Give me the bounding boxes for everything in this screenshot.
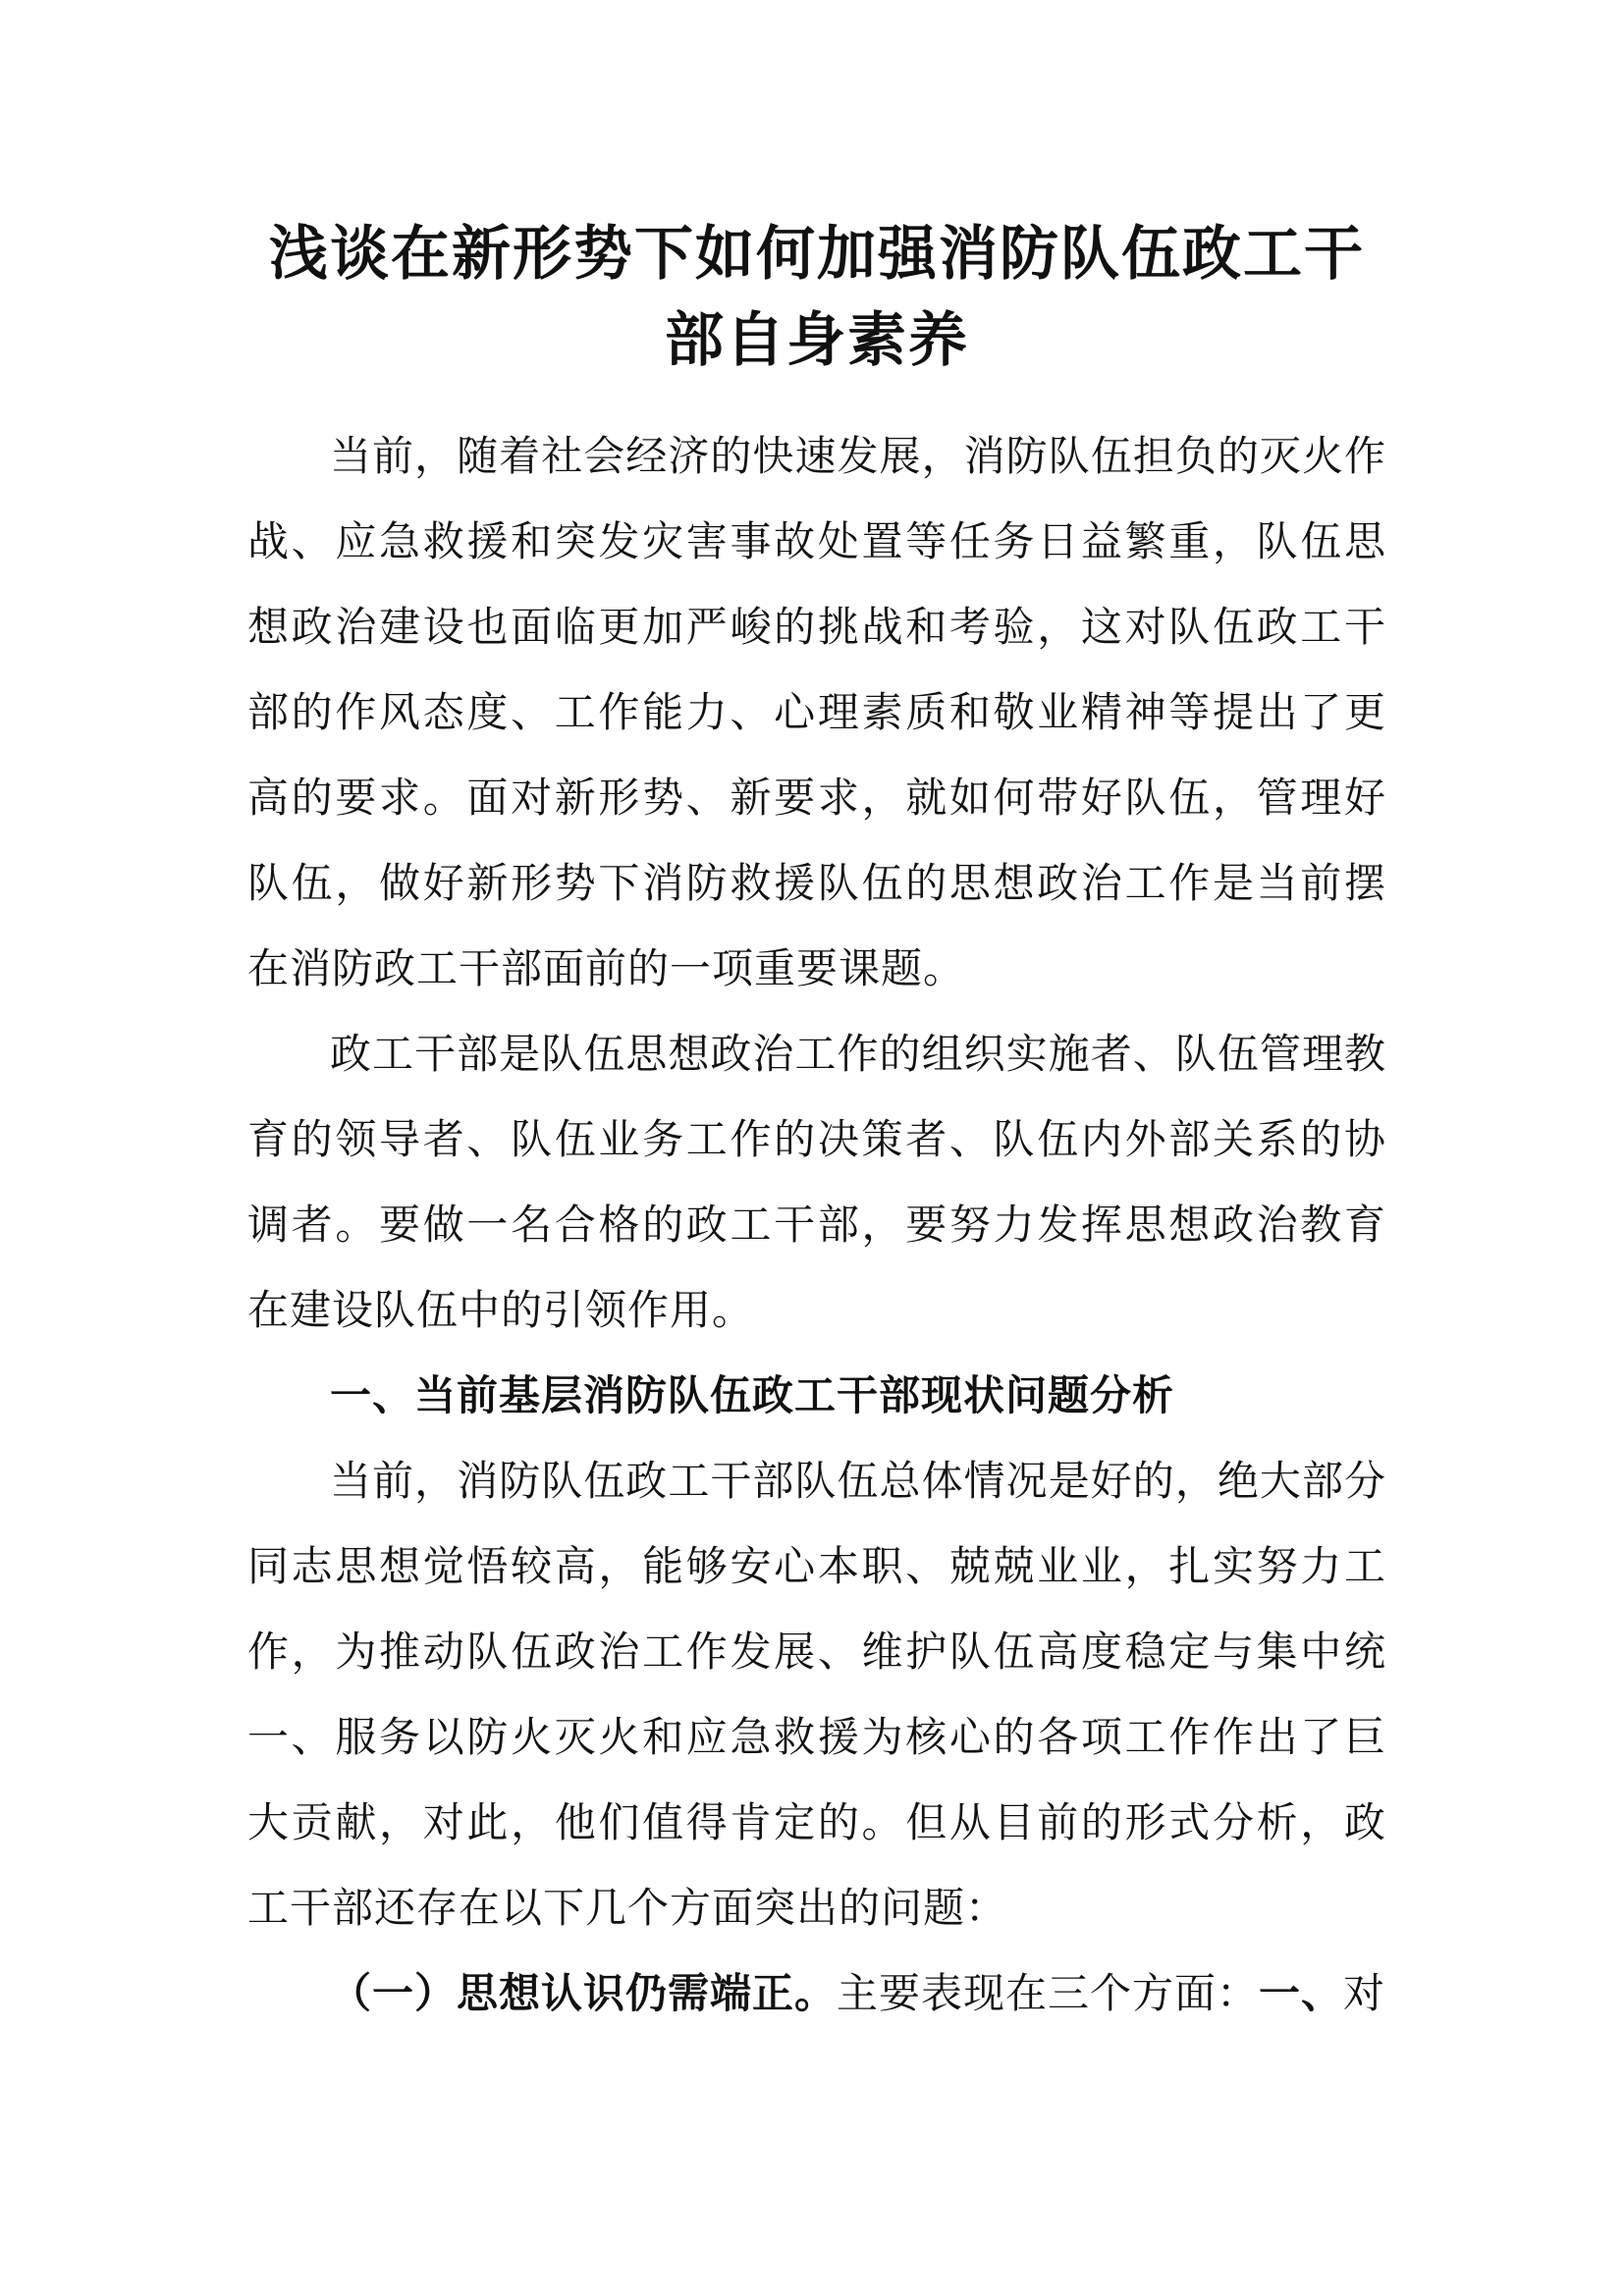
title-line-2: 部自身素养	[665, 306, 969, 375]
section-heading-1: 一、当前基层消防队伍政工干部现状问题分析	[330, 1371, 1175, 1419]
document-title	[247, 211, 1386, 384]
paragraph-subsection-1	[247, 1950, 1386, 2036]
paragraph-intro: 当前，随着社会经济的快速发展，消防队伍担负的灭火作战、应急救援和突发灾害事故处置等任务日益繁重，队伍思想政治建设也面临更加严峻的挑战和考验，这对队伍政工干部的作风态度、工作能力、心理素质和敬业精神等提出了更高的要求。面对新形势、新要求，就如何带好队伍，管理好队伍，做好新形势下消防救援队伍的思想政治工作是当前摆在消防政工干部面前的一项重要课题。	[247, 432, 1386, 992]
subsection-1-tail: 对	[1343, 1969, 1386, 2017]
document-body	[247, 211, 1386, 2036]
paragraph-status: 当前，消防队伍政工干部队伍总体情况是好的，绝大部分同志思想觉悟较高，能够安心本职、兢兢业业，扎实努力工作，为推动队伍政治工作发展、维护队伍高度稳定与集中统一、服务以防火灭火和应急救援为核心的各项工作作出了巨大贡献，对此，他们值得肯定的。但从目前的形式分析，政工干部还存在以下几个方面突出的问题：	[247, 1457, 1386, 1932]
title-line-1: 浅谈在新形势下如何加强消防队伍政工干	[269, 220, 1365, 289]
subsection-1-point-label: 一、	[1259, 1969, 1344, 2017]
paragraph-role: 政工干部是队伍思想政治工作的组织实施者、队伍管理教育的领导者、队伍业务工作的决策者、队伍内外部关系的协调者。要做一名合格的政工干部，要努力发挥思想政治教育在建设队伍中的引领作用。	[247, 1030, 1386, 1334]
subsection-1-text: 主要表现在三个方面：	[837, 1969, 1260, 2017]
subsection-1-label: （一）思想认识仍需端正。	[330, 1969, 838, 2017]
